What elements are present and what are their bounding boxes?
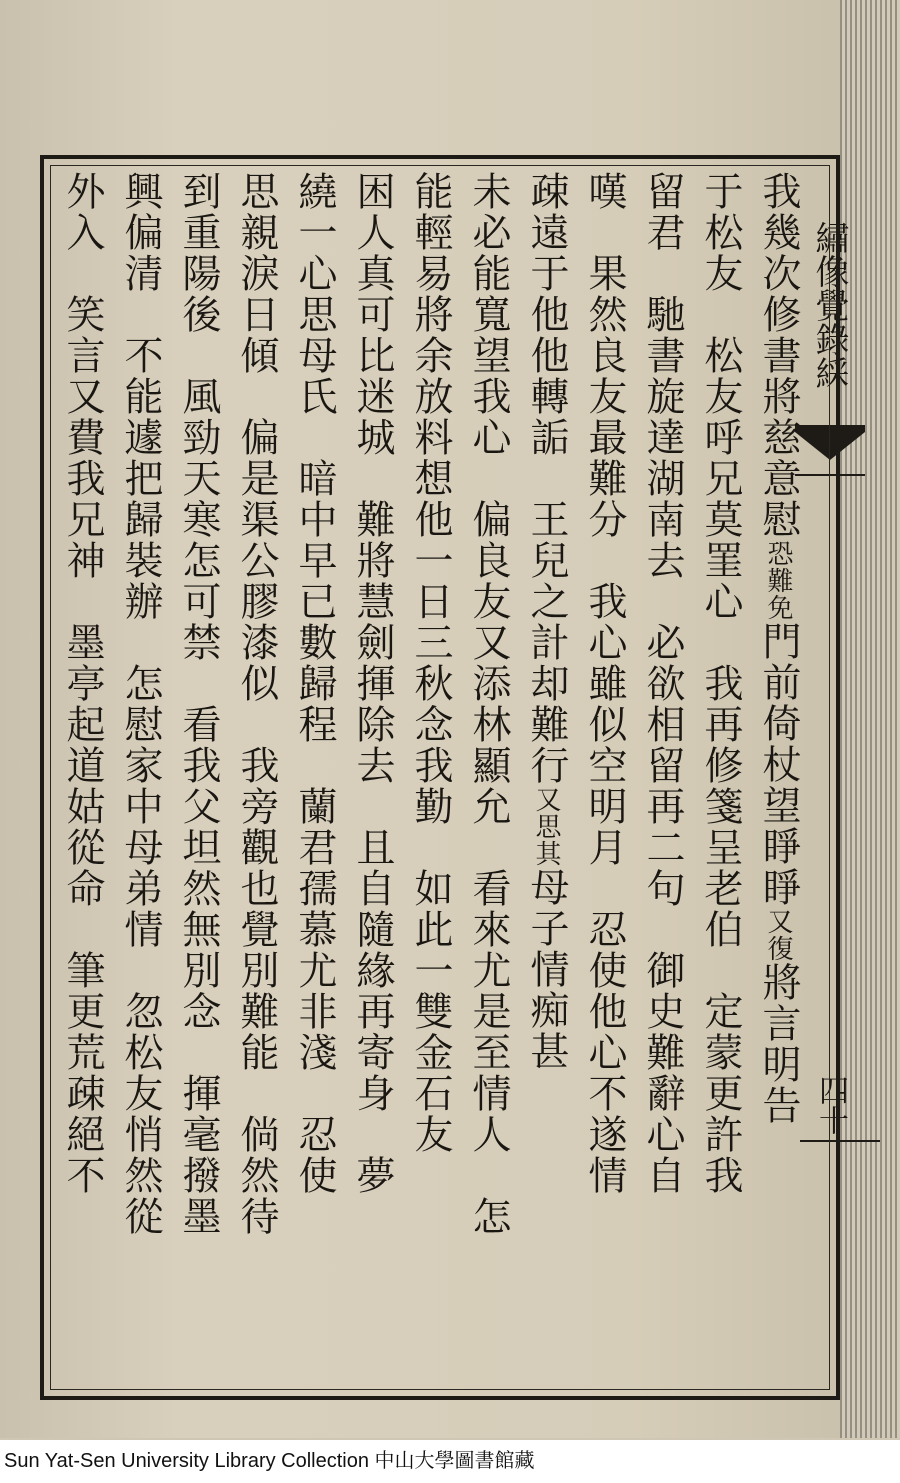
page-edges: [840, 0, 900, 1438]
text-column: [576, 171, 632, 1383]
text-run: 于松友 松友呼兄莫罣心 我再修箋呈老伯 定蒙更許我: [698, 171, 743, 1196]
text-run: 困人真可比迷城 難將慧劍揮除去 且自隨緣再寄身 夢: [350, 171, 395, 1196]
text-column: [692, 171, 748, 1383]
text-column: [750, 171, 806, 1383]
text-frame: [40, 155, 840, 1400]
text-run: 到重陽後 風勁天寒怎可禁 看我父坦然無別念 揮毫撥墨: [176, 171, 221, 1237]
text-run: 嘆 果然良友最難分 我心雖似空明月 忍使他心不遂情: [582, 171, 627, 1196]
interlinear-note: 恐難免: [763, 540, 793, 621]
text-run: 能輕易將余放料想他一日三秋念我勤 如此一雙金石友: [408, 171, 453, 1155]
text-run: 外入 笑言又費我兄神 墨亭起道姑從命 筆更荒疎絕不: [60, 171, 105, 1196]
text-run: 疎遠于他他轉詬 王兒之計却難行: [524, 171, 569, 786]
text-column: [634, 171, 690, 1383]
text-run: 母子情痴甚: [524, 867, 569, 1072]
text-column: [54, 171, 110, 1383]
text-column: [460, 171, 516, 1383]
folio-number: 四十: [813, 1075, 848, 1135]
body-text: [54, 171, 806, 1383]
text-column: [402, 171, 458, 1383]
interlinear-note: 又復: [763, 908, 793, 962]
text-column: [228, 171, 284, 1383]
text-run: 我幾次修書將慈意慰: [756, 171, 801, 540]
text-column: [518, 171, 574, 1383]
text-run: 門前倚杖望睜睜: [756, 621, 801, 908]
collection-caption: Sun Yat-Sen University Library Collection 中山大學圖書館藏: [0, 1440, 900, 1483]
text-run: 未必能寬望我心 偏良友又添林顯允 看來尤是至情人 怎: [466, 171, 511, 1237]
text-run: 將言明告: [756, 962, 801, 1126]
text-run: 思親淚日傾 偏是渠公膠漆似 我旁觀也覺別難能 倘然待: [234, 171, 279, 1237]
text-column: [344, 171, 400, 1383]
text-run: 留君 馳書旋達湖南去 必欲相留再二句 御史難辭心自: [640, 171, 685, 1196]
interlinear-note: 又思其: [531, 786, 561, 867]
text-run: 興偏清 不能遽把歸裝辦 怎慰家中母弟情 忽松友悄然從: [118, 171, 163, 1237]
text-column: [286, 171, 342, 1383]
block-heart-title: 繡像覺錄綵: [809, 220, 849, 390]
text-column: [112, 171, 168, 1383]
text-column: [170, 171, 226, 1383]
text-run: 繞一心思母氏 暗中早已數歸程 蘭君孺慕尤非淺 忍使: [292, 171, 337, 1196]
